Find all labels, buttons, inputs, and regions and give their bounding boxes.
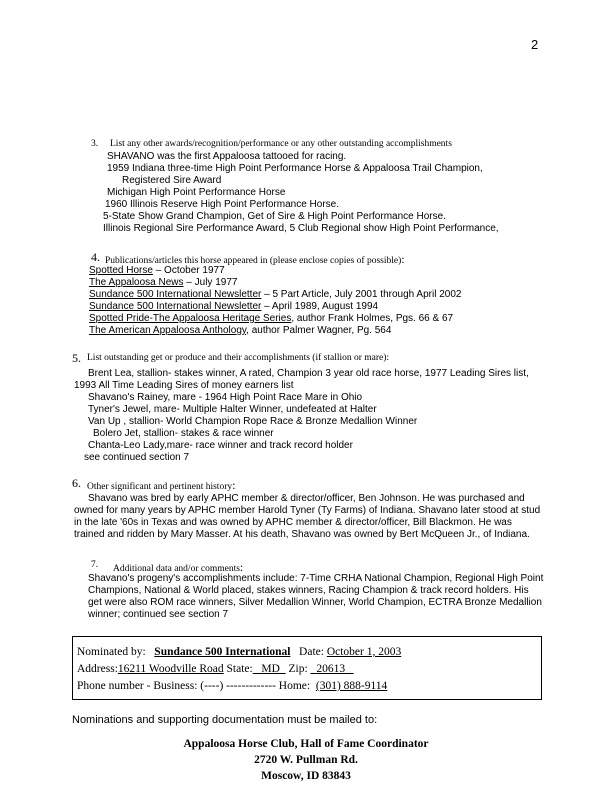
zip-value: 20613 bbox=[316, 663, 346, 675]
publication-title: Sundance 500 International Newsletter bbox=[89, 301, 262, 312]
publication-title: Spotted Horse bbox=[89, 265, 153, 276]
publication-item: The Appaloosa News – July 1977 bbox=[89, 277, 238, 288]
text-line: Shavano's Rainey, mare - 1964 High Point Race Mare in Ohio bbox=[88, 392, 363, 403]
address-value: 16211 Woodville Road bbox=[117, 663, 224, 675]
state-label: State: bbox=[226, 663, 253, 675]
section-heading: Additional data and/or comments: bbox=[113, 560, 244, 574]
phone-label: Phone number - Business: (----) ------------- Home: bbox=[77, 680, 311, 692]
publication-item: Sundance 500 International Newsletter – April 1989, August 1994 bbox=[89, 301, 379, 312]
publication-title: Sundance 500 International Newsletter bbox=[89, 289, 262, 300]
phone-line bbox=[77, 680, 387, 692]
date-value: October 1, 2003 bbox=[326, 646, 402, 658]
text-line: Tyner's Jewel, mare- Multiple Halter Winner, undefeated at Halter bbox=[88, 404, 377, 415]
text-line: Brent Lea, stallion- stakes winner, A rated, Champion 3 year old race horse, 1977 Leading Sires list, bbox=[88, 368, 529, 379]
text-line: see continued section 7 bbox=[84, 452, 190, 463]
text-line: owned for many years by APHC member Harold Tyner (Ty Farms) of Indiana. Shavano later stood at stud bbox=[74, 505, 541, 516]
section-number: 4. bbox=[91, 250, 100, 264]
nominator-box bbox=[72, 636, 542, 700]
section-number: 3. bbox=[91, 139, 99, 149]
section-heading: List outstanding get or produce and their accomplishments (if stallion or mare): bbox=[87, 353, 390, 363]
publication-item: Spotted Horse – October 1977 bbox=[89, 265, 225, 276]
text-line: get were also ROM race winners, Silver Medallion Winner, World Champion, ECTRA Bronze Medallion bbox=[88, 597, 542, 608]
section-heading: Publications/articles this horse appeared in (please enclose copies of possible): bbox=[105, 252, 405, 266]
text-line: winner; continued see section 7 bbox=[88, 609, 229, 620]
phone-value: (301) 888-9114 bbox=[315, 680, 388, 692]
nominated-by-label: Nominated by: bbox=[77, 646, 146, 658]
publication-item: Spotted Pride-The Appaloosa Heritage Series, author Frank Holmes, Pgs. 66 & 67 bbox=[89, 313, 454, 324]
text-line: SHAVANO was the first Appaloosa tattooed for racing. bbox=[107, 151, 347, 162]
state-value: MD bbox=[261, 663, 280, 675]
publication-title: The American Appaloosa Anthology bbox=[89, 325, 247, 336]
publication-item: Sundance 500 International Newsletter – 5 Part Article, July 2001 through April 2002 bbox=[89, 289, 462, 300]
mailing-street: 2720 W. Pullman Rd. bbox=[254, 754, 358, 766]
publication-item: The American Appaloosa Anthology, author Palmer Wagner, Pg. 564 bbox=[89, 325, 392, 336]
section-number: 7. bbox=[91, 560, 99, 570]
section-number: 6. bbox=[72, 476, 81, 490]
text-line: Michigan High Point Performance Horse bbox=[107, 187, 286, 198]
text-line: trained and ridden by Mary Masser. At his death, Shavano was owned by Bert McQueen Jr., of Indiana. bbox=[74, 529, 530, 540]
nominated-by-line bbox=[77, 646, 401, 658]
section-heading: Other significant and pertinent history: bbox=[87, 478, 236, 492]
text-line: Shavano's progeny's accomplishments include: 7-Time CRHA National Champion, Regional High Point bbox=[88, 573, 544, 584]
text-line: Shavano was bred by early APHC member & director/officer, Ben Johnson. He was purchased and bbox=[88, 493, 525, 504]
section-heading: List any other awards/recognition/performance or any other outstanding accomplishments bbox=[110, 139, 452, 149]
zip-label: Zip: bbox=[288, 663, 308, 675]
publication-title: The Appaloosa News bbox=[89, 277, 184, 288]
page-number: 2 bbox=[531, 37, 539, 52]
text-line: Bolero Jet, stallion- stakes & race winner bbox=[93, 428, 274, 439]
mailing-intro: Nominations and supporting documentation must be mailed to: bbox=[72, 714, 378, 726]
section-number: 5. bbox=[72, 351, 81, 365]
text-line: Illinois Regional Sire Performance Award, 5 Club Regional show High Point Performance, bbox=[103, 223, 499, 234]
publication-title: Spotted Pride-The Appaloosa Heritage Series bbox=[89, 313, 292, 324]
address-label: Address: bbox=[77, 663, 118, 675]
mailing-organization: Appaloosa Horse Club, Hall of Fame Coordinator bbox=[183, 738, 429, 750]
text-line: Registered Sire Award bbox=[122, 175, 222, 186]
text-line: in the late '60s in Texas and was owned by APHC member & director/officer, Bill Blackmon. He was bbox=[74, 517, 512, 528]
mailing-city: Moscow, ID 83843 bbox=[261, 770, 351, 782]
text-line: 1993 All Time Leading Sires of money earners list bbox=[74, 380, 294, 391]
text-line: Champions, National & World placed, stakes winners, Racing Champion & track record holders. His bbox=[88, 585, 529, 596]
date-label: Date: bbox=[299, 646, 324, 658]
nominated-by-value: Sundance 500 International bbox=[154, 646, 291, 658]
text-line: Chanta-Leo Lady,mare- race winner and track record holder bbox=[88, 440, 353, 451]
address-line bbox=[77, 663, 354, 675]
text-line: 1959 Indiana three-time High Point Performance Horse & Appaloosa Trail Champion, bbox=[107, 163, 483, 174]
text-line: 1960 Illinois Reserve High Point Performance Horse. bbox=[105, 199, 339, 210]
text-line: Van Up , stallion- World Champion Rope Race & Bronze Medallion Winner bbox=[88, 416, 418, 427]
text-line: 5-State Show Grand Champion, Get of Sire & High Point Performance Horse. bbox=[103, 211, 446, 222]
